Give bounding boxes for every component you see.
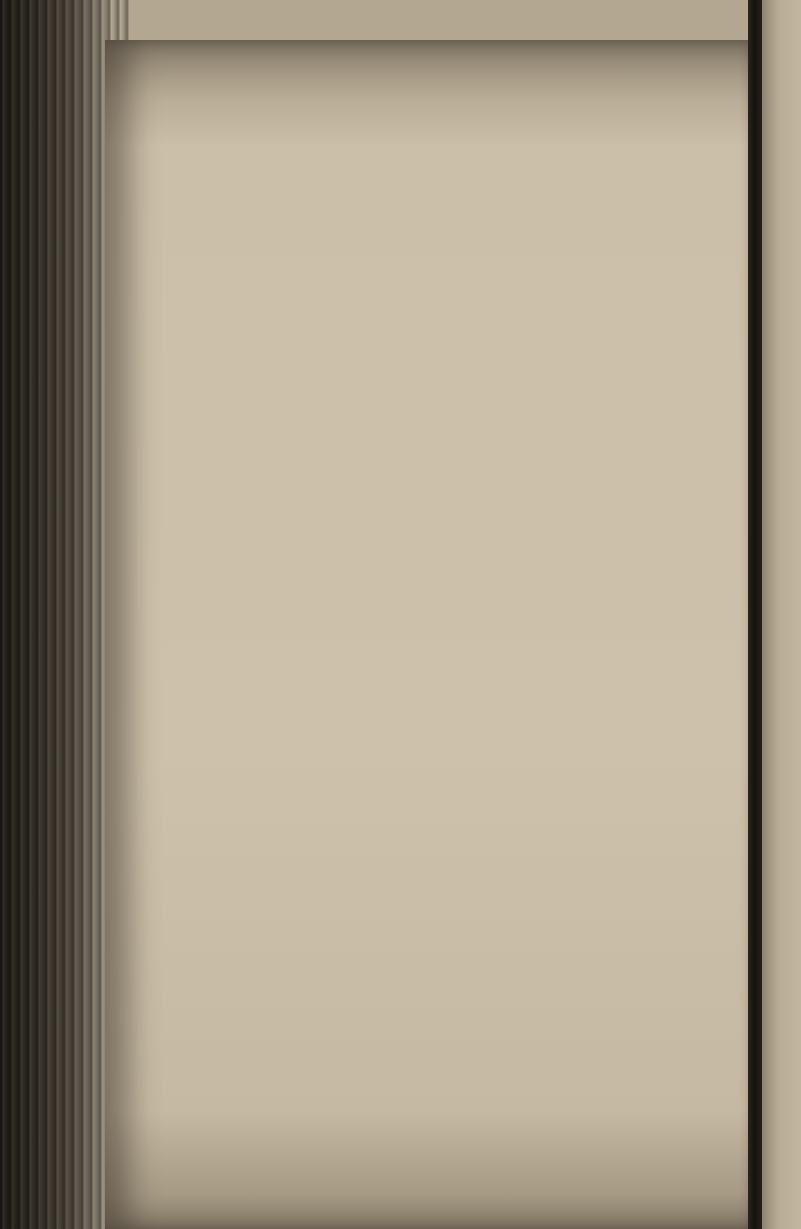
facing-page-edge <box>762 0 801 1229</box>
running-header <box>160 186 730 226</box>
